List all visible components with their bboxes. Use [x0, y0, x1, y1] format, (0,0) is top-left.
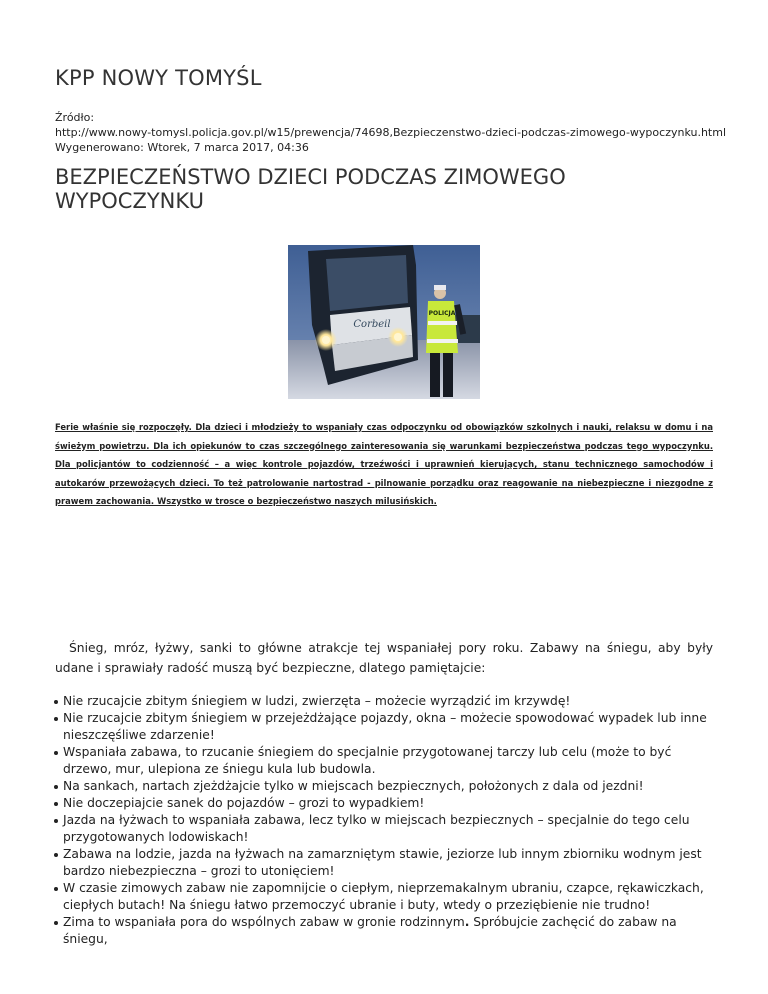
list-item: Jazda na łyżwach to wspaniała zabawa, lecz tylko w miejscach bezpiecznych – specjalnie do tego celu przygotowanych lodowiskach!	[55, 812, 715, 846]
bus-logo-text: Corbeil	[353, 319, 391, 330]
article-photo	[288, 245, 480, 399]
article-intro: Śnieg, mróz, łyżwy, sanki to główne atrakcje tej wspaniałej pory roku. Zabawy na śniegu, aby były udane i sprawiały radość muszą być bezpieczne, dlatego pamiętajcie:	[55, 641, 713, 675]
source-label: Źródło:	[55, 111, 95, 124]
article-title: BEZPIECZEŃSTWO DZIECI PODCZAS ZIMOWEGO WYPOCZYNKU	[55, 165, 566, 213]
safety-tips-list	[55, 693, 715, 948]
vest-text: POLICJA	[428, 310, 456, 317]
source-info	[55, 110, 726, 155]
list-item: Nie doczepiajcie sanek do pojazdów – grozi to wypadkiem!	[55, 795, 715, 812]
list-item	[55, 914, 715, 948]
source-url: http://www.nowy-tomysl.policja.gov.pl/w15/prewencja/74698,Bezpieczenstwo-dzieci-podczas-zimowego-wypoczynku.html	[55, 126, 727, 139]
list-item: Zabawa na lodzie, jazda na łyżwach na zamarzniętym stawie, jeziorze lub innym zbiorniku wodnym jest bardzo niebezpieczna – grozi to utonięciem!	[55, 846, 715, 880]
list-item: Na sankach, nartach zjeżdżajcie tylko w miejscach bezpiecznych, położonych z dala od jezdni!	[55, 778, 715, 795]
list-item: W czasie zimowych zabaw nie zapomnijcie o ciepłym, nieprzemakalnym ubraniu, czapce, rękawiczkach, ciepłych butach! Na śniegu łatwo przemoczyć ubranie i buty, wtedy o przeziębienie nie trudno!	[55, 880, 715, 914]
list-item: Nie rzucajcie zbitym śniegiem w ludzi, zwierzęta – możecie wyrządzić im krzywdę!	[55, 693, 715, 710]
article-lead: Ferie właśnie się rozpoczęły. Dla dzieci i młodzieży to wspaniały czas odpoczynku od obowiązków szkolnych i nauki, relaksu w domu i na świeżym powietrzu. Dla ich opiekunów to czas szczególnego zainteresowania się warunkami bezpieczeństwa podczas tego wypoczynku. Dla policjantów to codzienność – a więc kontrole pojazdów, trzeźwości i uprawnień kierujących, stanu technicznego samochodów i autokarów przewożących dzieci. To też patrolowanie nartostrad - pilnowanie porządku oraz reagowanie na niebezpieczne i niezgodne z prawem zachowania. Wszystko w trosce o bezpieczeństwo naszych milusińskich.	[55, 422, 713, 506]
list-item-bold: .	[464, 915, 470, 929]
list-item-text: Zima to wspaniała pora do wspólnych zabaw w gronie rodzinnym	[63, 915, 465, 929]
list-item: Wspaniała zabawa, to rzucanie śniegiem do specjalnie przygotowanej tarczy lub celu (może to być drzewo, mur, ulepiona ze śniegu kula lub budowla.	[55, 744, 715, 778]
generated-date: Wygenerowano: Wtorek, 7 marca 2017, 04:36	[55, 141, 309, 154]
list-item: Nie rzucajcie zbitym śniegiem w przejeżdżające pojazdy, okna – możecie spowodować wypadek lub inne nieszczęśliwe zdarzenie!	[55, 710, 715, 744]
site-title: KPP NOWY TOMYŚL	[55, 66, 262, 90]
list-item-text-continued: Spróbujcie zachęcić do zabaw na śniegu,	[63, 915, 677, 946]
